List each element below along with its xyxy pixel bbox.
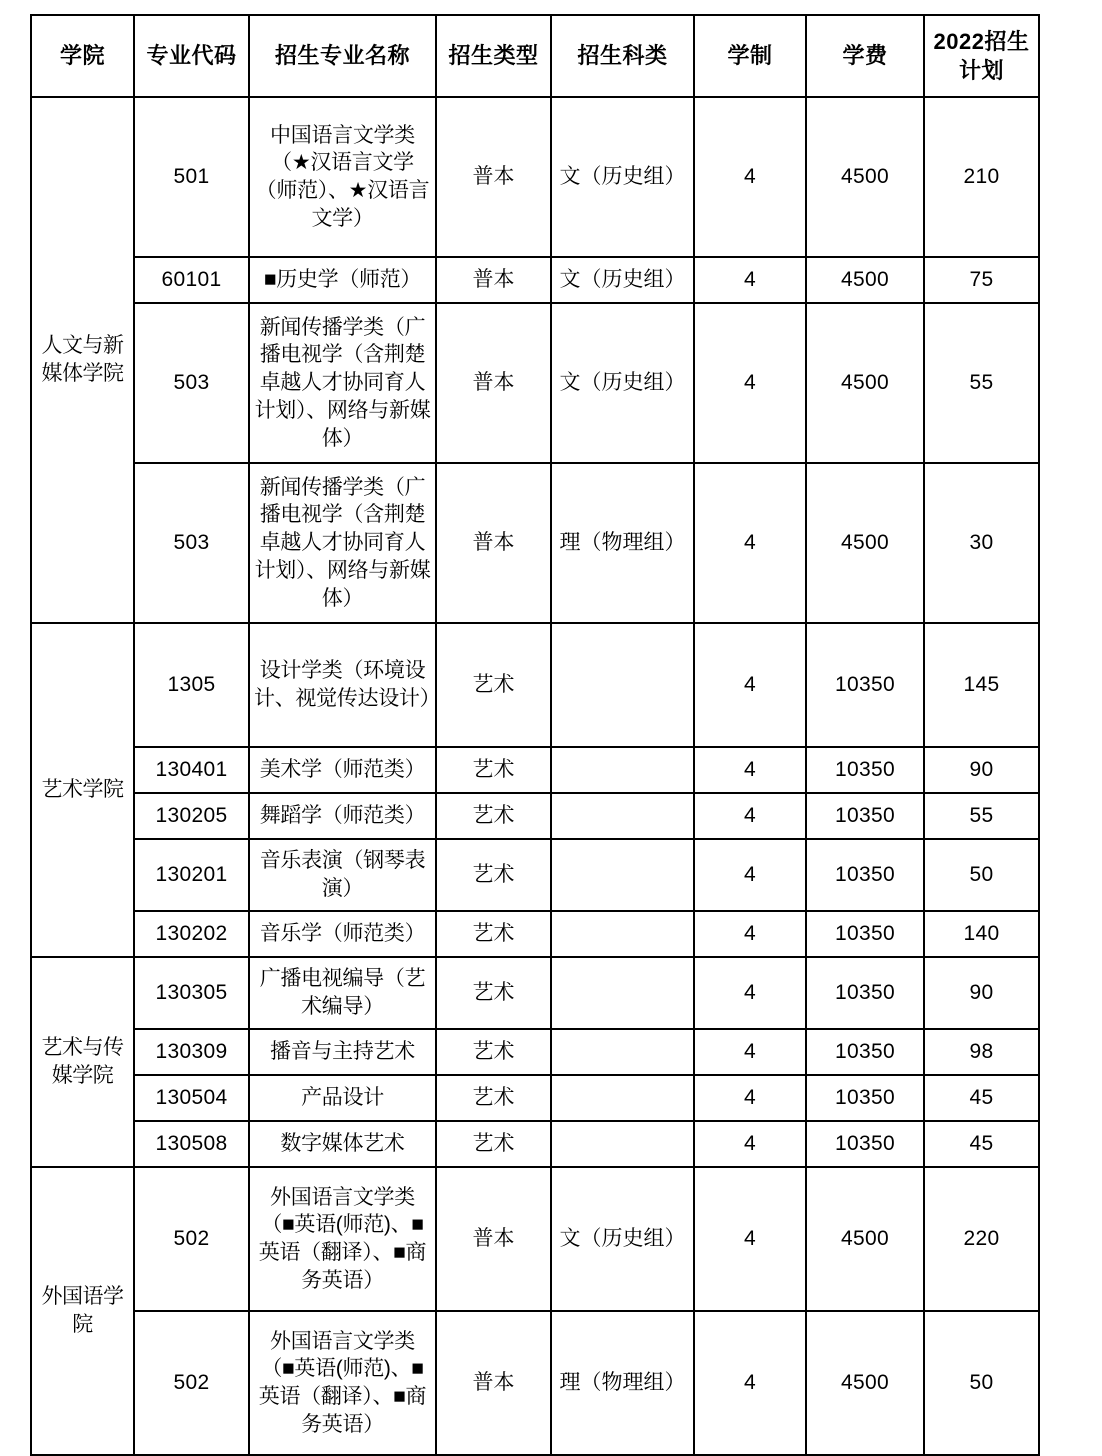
major-code-cell: 502 <box>134 1167 249 1311</box>
enroll-category-cell: 文（历史组） <box>551 257 694 303</box>
enroll-category-cell <box>551 747 694 793</box>
major-code-cell: 130309 <box>134 1029 249 1075</box>
enroll-category-cell <box>551 839 694 911</box>
table-row <box>31 1167 1039 1311</box>
enroll-type-cell: 普本 <box>436 1311 551 1455</box>
header-tuition: 学费 <box>806 15 924 97</box>
tuition-cell: 10350 <box>806 911 924 957</box>
enroll-category-cell <box>551 1075 694 1121</box>
enroll-category-cell <box>551 623 694 747</box>
duration-cell: 4 <box>694 257 806 303</box>
quota-cell: 145 <box>924 623 1039 747</box>
enroll-type-cell: 艺术 <box>436 793 551 839</box>
tuition-cell: 4500 <box>806 1167 924 1311</box>
quota-cell: 210 <box>924 97 1039 257</box>
major-name-cell: 新闻传播学类（广播电视学（含荆楚卓越人才协同育人计划）、网络与新媒体） <box>249 303 436 463</box>
quota-cell: 98 <box>924 1029 1039 1075</box>
table-row <box>31 839 1039 911</box>
enroll-category-cell <box>551 911 694 957</box>
enroll-category-cell: 理（物理组） <box>551 463 694 623</box>
major-name-cell: 外国语言文学类（■英语(师范)、■英语（翻译）、■商务英语） <box>249 1311 436 1455</box>
major-name-cell: 数字媒体艺术 <box>249 1121 436 1167</box>
enroll-type-cell: 艺术 <box>436 747 551 793</box>
duration-cell: 4 <box>694 303 806 463</box>
table-row <box>31 463 1039 623</box>
enroll-type-cell: 普本 <box>436 1167 551 1311</box>
duration-cell: 4 <box>694 1311 806 1455</box>
enroll-category-cell: 理（物理组） <box>551 1311 694 1455</box>
tuition-cell: 10350 <box>806 957 924 1029</box>
duration-cell: 4 <box>694 747 806 793</box>
enroll-type-cell: 艺术 <box>436 957 551 1029</box>
college-cell: 艺术与传媒学院 <box>31 957 134 1167</box>
enroll-category-cell: 文（历史组） <box>551 97 694 257</box>
quota-cell: 90 <box>924 957 1039 1029</box>
tuition-cell: 10350 <box>806 1121 924 1167</box>
duration-cell: 4 <box>694 1075 806 1121</box>
tuition-cell: 10350 <box>806 1029 924 1075</box>
enroll-type-cell: 艺术 <box>436 839 551 911</box>
table-row <box>31 911 1039 957</box>
quota-cell: 50 <box>924 839 1039 911</box>
enroll-type-cell: 艺术 <box>436 623 551 747</box>
enroll-type-cell: 普本 <box>436 463 551 623</box>
table-row <box>31 303 1039 463</box>
major-name-cell: 播音与主持艺术 <box>249 1029 436 1075</box>
duration-cell: 4 <box>694 911 806 957</box>
header-enroll-type: 招生类型 <box>436 15 551 97</box>
quota-cell: 55 <box>924 303 1039 463</box>
duration-cell: 4 <box>694 97 806 257</box>
duration-cell: 4 <box>694 839 806 911</box>
header-college: 学院 <box>31 15 134 97</box>
major-code-cell: 130305 <box>134 957 249 1029</box>
tuition-cell: 10350 <box>806 793 924 839</box>
major-code-cell: 130504 <box>134 1075 249 1121</box>
header-quota <box>924 15 1039 97</box>
tuition-cell: 4500 <box>806 1311 924 1455</box>
enroll-type-cell: 艺术 <box>436 1121 551 1167</box>
major-name-cell: 设计学类（环境设计、视觉传达设计） <box>249 623 436 747</box>
tuition-cell: 10350 <box>806 623 924 747</box>
enroll-category-cell <box>551 1029 694 1075</box>
major-name-cell: 外国语言文学类（■英语(师范)、■英语（翻译）、■商务英语） <box>249 1167 436 1311</box>
table-row <box>31 1311 1039 1455</box>
tuition-cell: 4500 <box>806 97 924 257</box>
duration-cell: 4 <box>694 1167 806 1311</box>
tuition-cell: 4500 <box>806 303 924 463</box>
major-code-cell: 130508 <box>134 1121 249 1167</box>
enrollment-plan-table <box>30 14 1040 1456</box>
major-code-cell: 502 <box>134 1311 249 1455</box>
table-row <box>31 97 1039 257</box>
major-name-cell: 音乐学（师范类） <box>249 911 436 957</box>
major-code-cell: 501 <box>134 97 249 257</box>
table-row <box>31 1075 1039 1121</box>
major-name-cell: 新闻传播学类（广播电视学（含荆楚卓越人才协同育人计划）、网络与新媒体） <box>249 463 436 623</box>
duration-cell: 4 <box>694 793 806 839</box>
enroll-category-cell <box>551 793 694 839</box>
header-major-code: 专业代码 <box>134 15 249 97</box>
major-code-cell: 130401 <box>134 747 249 793</box>
major-code-cell: 130201 <box>134 839 249 911</box>
quota-cell: 30 <box>924 463 1039 623</box>
major-name-cell: 中国语言文学类（★汉语言文学（师范）、★汉语言文学） <box>249 97 436 257</box>
college-cell: 人文与新媒体学院 <box>31 97 134 623</box>
quota-cell: 55 <box>924 793 1039 839</box>
enroll-category-cell: 文（历史组） <box>551 1167 694 1311</box>
header-quota-line1: 2022招生 <box>933 28 1030 54</box>
header-duration: 学制 <box>694 15 806 97</box>
enroll-category-cell <box>551 1121 694 1167</box>
duration-cell: 4 <box>694 1121 806 1167</box>
enroll-category-cell <box>551 957 694 1029</box>
enroll-type-cell: 普本 <box>436 97 551 257</box>
major-name-cell: 音乐表演（钢琴表演） <box>249 839 436 911</box>
tuition-cell: 10350 <box>806 1075 924 1121</box>
duration-cell: 4 <box>694 463 806 623</box>
quota-cell: 220 <box>924 1167 1039 1311</box>
duration-cell: 4 <box>694 1029 806 1075</box>
enroll-type-cell: 艺术 <box>436 911 551 957</box>
table-row <box>31 957 1039 1029</box>
major-code-cell: 130205 <box>134 793 249 839</box>
college-cell: 外国语学院 <box>31 1167 134 1455</box>
tuition-cell: 4500 <box>806 257 924 303</box>
tuition-cell: 10350 <box>806 747 924 793</box>
table-body <box>31 97 1039 1455</box>
table-row <box>31 257 1039 303</box>
major-code-cell: 503 <box>134 463 249 623</box>
major-name-cell: ■历史学（师范） <box>249 257 436 303</box>
major-name-cell: 产品设计 <box>249 1075 436 1121</box>
major-code-cell: 1305 <box>134 623 249 747</box>
table-row <box>31 1029 1039 1075</box>
table-row <box>31 623 1039 747</box>
enroll-type-cell: 艺术 <box>436 1075 551 1121</box>
quota-cell: 45 <box>924 1121 1039 1167</box>
enroll-type-cell: 普本 <box>436 303 551 463</box>
header-quota-line2: 计划 <box>958 58 1004 83</box>
major-name-cell: 美术学（师范类） <box>249 747 436 793</box>
quota-cell: 140 <box>924 911 1039 957</box>
table-row <box>31 793 1039 839</box>
table-header-row <box>31 15 1039 97</box>
table-row <box>31 747 1039 793</box>
quota-cell: 50 <box>924 1311 1039 1455</box>
enroll-type-cell: 普本 <box>436 257 551 303</box>
major-name-cell: 舞蹈学（师范类） <box>249 793 436 839</box>
table-row <box>31 1121 1039 1167</box>
major-code-cell: 60101 <box>134 257 249 303</box>
major-code-cell: 130202 <box>134 911 249 957</box>
header-enroll-category: 招生科类 <box>551 15 694 97</box>
tuition-cell: 4500 <box>806 463 924 623</box>
enroll-category-cell: 文（历史组） <box>551 303 694 463</box>
duration-cell: 4 <box>694 623 806 747</box>
enroll-type-cell: 艺术 <box>436 1029 551 1075</box>
tuition-cell: 10350 <box>806 839 924 911</box>
quota-cell: 75 <box>924 257 1039 303</box>
quota-cell: 90 <box>924 747 1039 793</box>
duration-cell: 4 <box>694 957 806 1029</box>
college-cell: 艺术学院 <box>31 623 134 957</box>
header-major-name: 招生专业名称 <box>249 15 436 97</box>
major-code-cell: 503 <box>134 303 249 463</box>
quota-cell: 45 <box>924 1075 1039 1121</box>
major-name-cell: 广播电视编导（艺术编导） <box>249 957 436 1029</box>
